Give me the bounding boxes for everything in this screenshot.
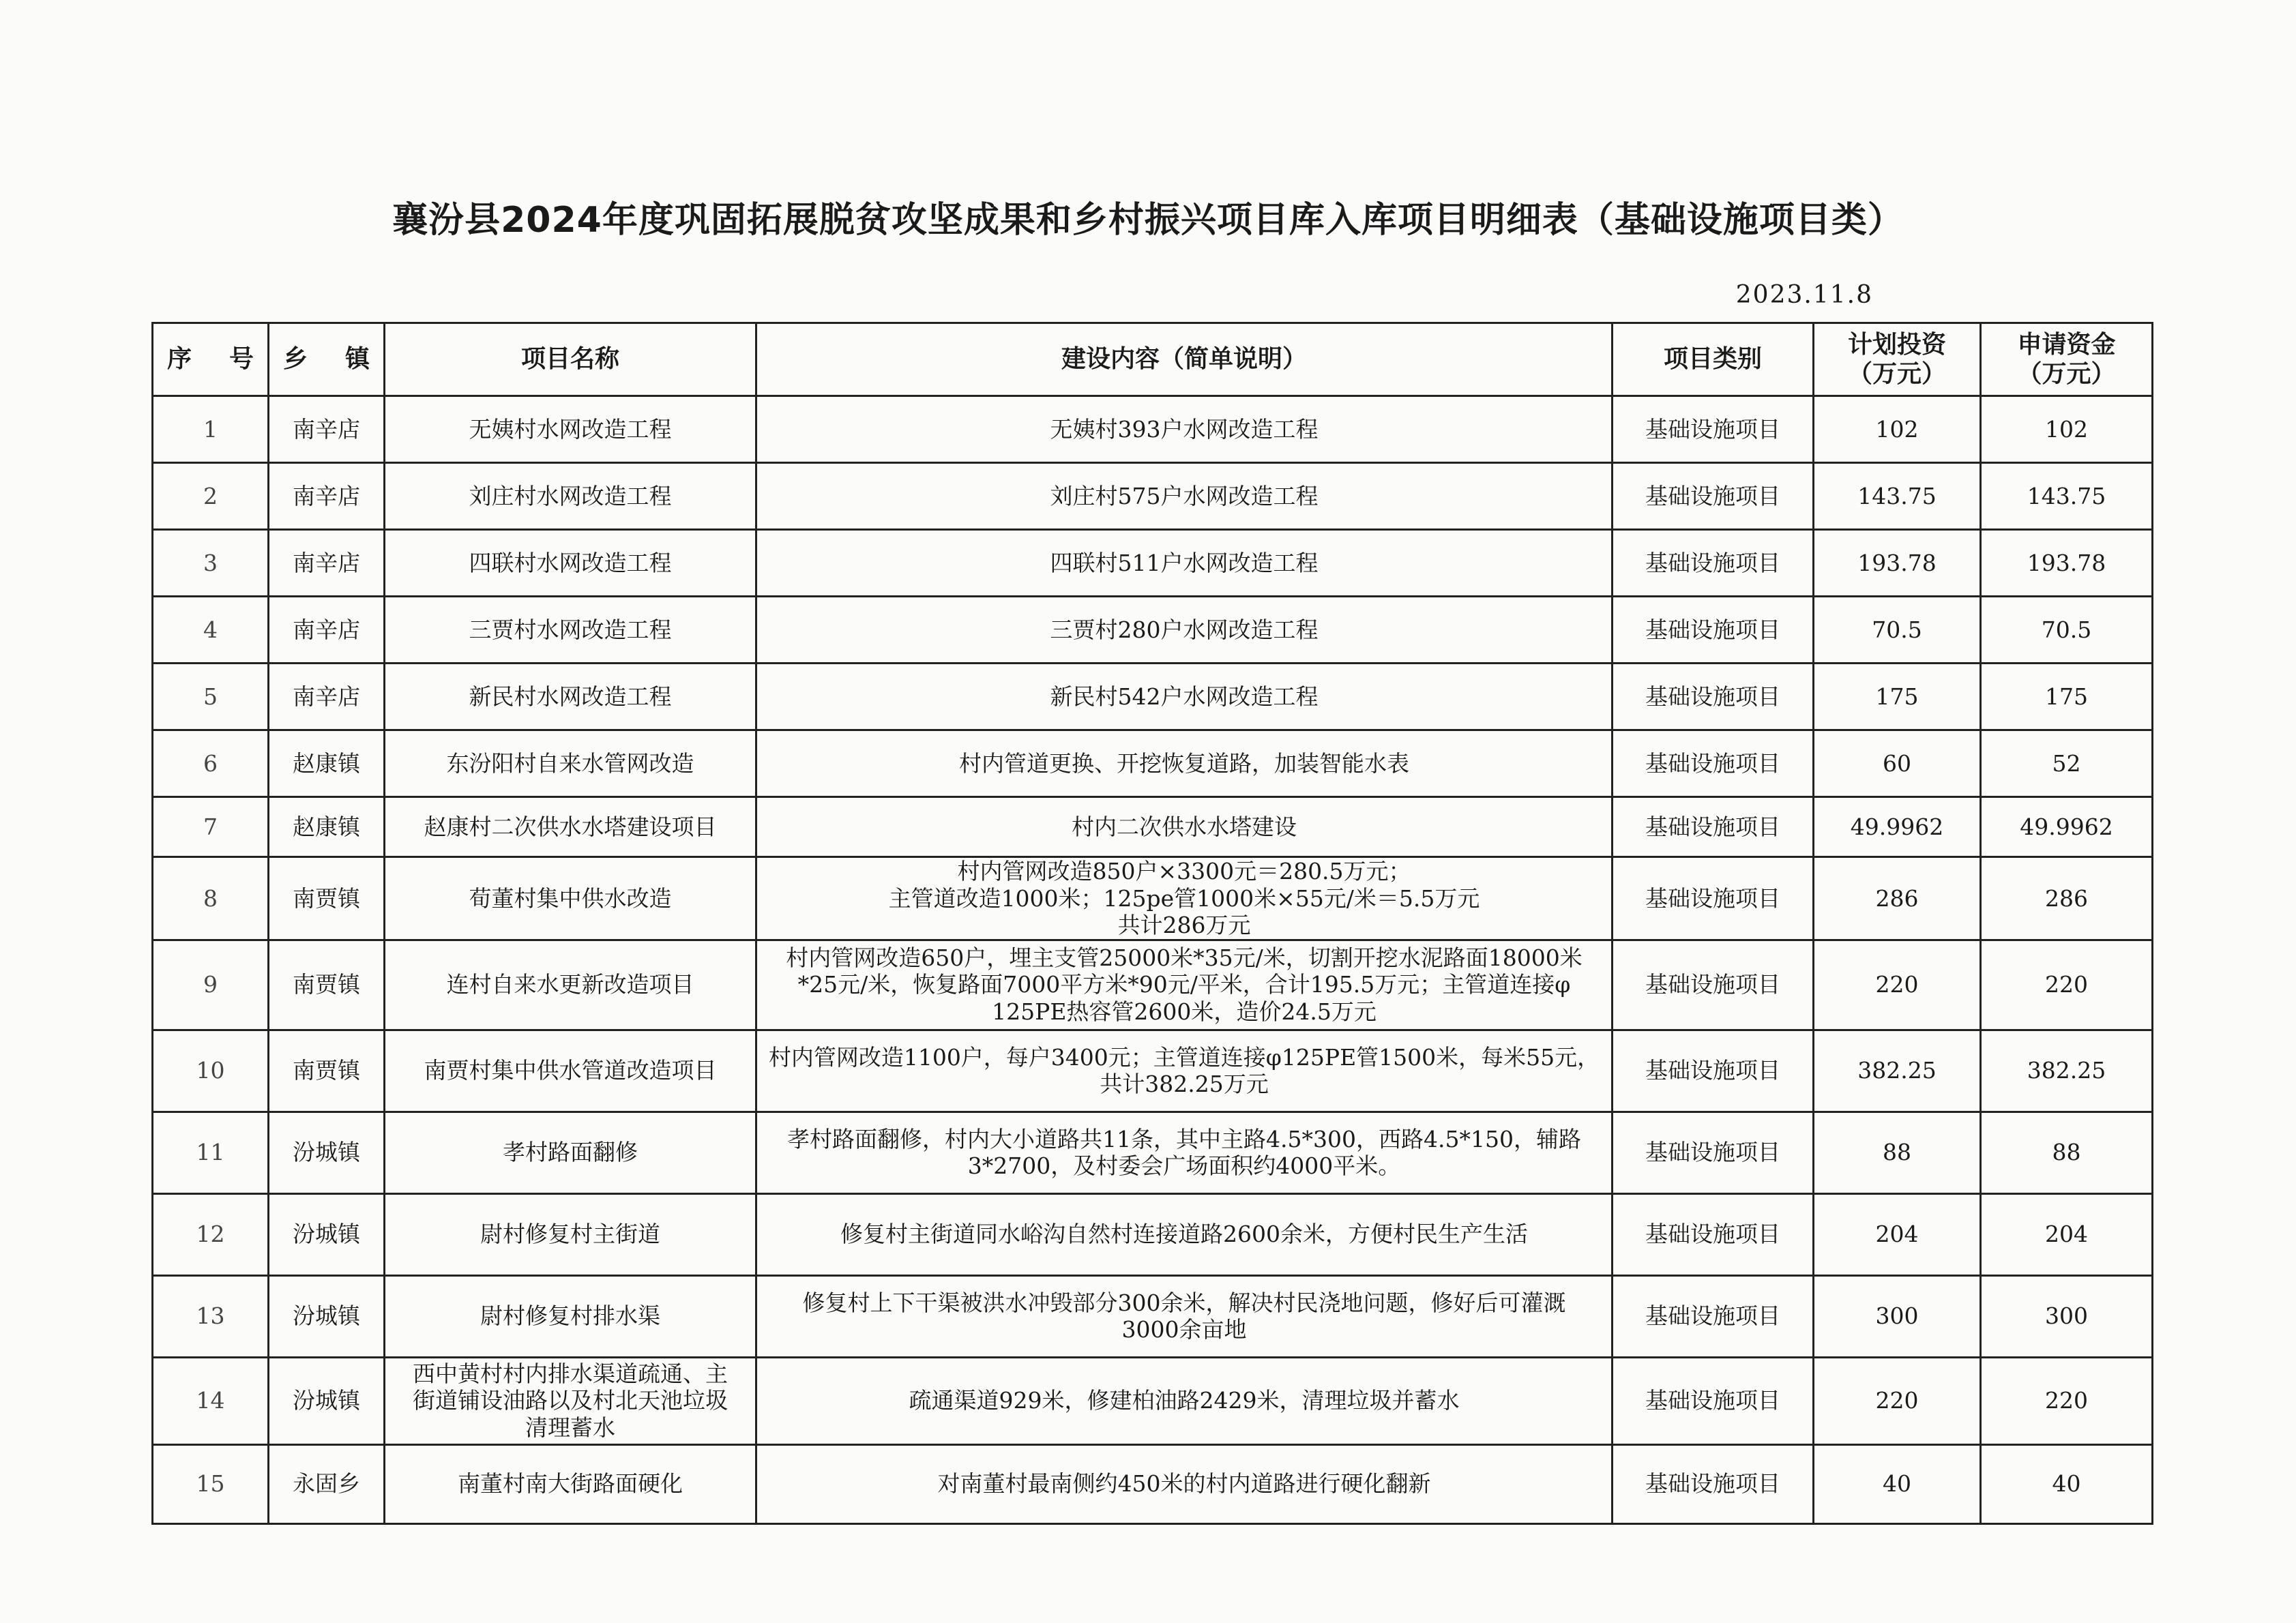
table-row (153, 396, 2153, 463)
cell-content: 修复村主街道同水峪沟自然村连接道路2600余米，方便村民生产生活 (756, 1193, 1613, 1275)
cell-project-name: 孝村路面翻修 (385, 1112, 756, 1193)
cell-content-line: 3*2700，及村委会广场面积约4000平米。 (967, 1152, 1401, 1180)
cell-town: 南辛店 (269, 597, 385, 664)
cell-town: 赵康镇 (269, 797, 385, 857)
cell-town: 汾城镇 (269, 1275, 385, 1357)
cell-project-name: 新民村水网改造工程 (385, 664, 756, 730)
table-row (153, 1112, 2153, 1193)
cell-category: 基础设施项目 (1613, 1275, 1814, 1357)
cell-category: 基础设施项目 (1613, 1030, 1814, 1112)
header-planned-line-2: （万元） (1847, 360, 1946, 388)
table-row (153, 597, 2153, 664)
cell-town: 汾城镇 (269, 1357, 385, 1444)
cell-applied: 193.78 (1981, 530, 2153, 597)
cell-project-name: 尉村修复村排水渠 (385, 1275, 756, 1357)
table-row (153, 730, 2153, 797)
cell-planned: 143.75 (1814, 463, 1981, 530)
cell-applied: 286 (1981, 857, 2153, 940)
cell-applied: 204 (1981, 1193, 2153, 1275)
cell-content: 新民村542户水网改造工程 (756, 664, 1613, 730)
cell-town: 汾城镇 (269, 1112, 385, 1193)
header-town-char-2: 镇 (344, 345, 370, 374)
header-category: 项目类别 (1613, 323, 1814, 396)
cell-category: 基础设施项目 (1613, 1444, 1814, 1523)
table-row (153, 797, 2153, 857)
cell-seq: 6 (153, 730, 269, 797)
cell-planned: 175 (1814, 664, 1981, 730)
cell-applied: 102 (1981, 396, 2153, 463)
cell-content-line: 共计382.25万元 (1100, 1071, 1269, 1098)
cell-project-name: 荀董村集中供水改造 (385, 857, 756, 940)
table-row (153, 940, 2153, 1030)
cell-content: 疏通渠道929米，修建柏油路2429米，清理垃圾并蓄水 (756, 1357, 1613, 1444)
cell-project-name: 无姨村水网改造工程 (385, 396, 756, 463)
cell-planned: 382.25 (1814, 1030, 1981, 1112)
cell-planned: 204 (1814, 1193, 1981, 1275)
cell-category: 基础设施项目 (1613, 857, 1814, 940)
table-row (153, 530, 2153, 597)
cell-town: 南贾镇 (269, 1030, 385, 1112)
cell-content-line: 孝村路面翻修，村内大小道路共11条，其中主路4.5*300，西路4.5*150，辅路 (787, 1125, 1581, 1152)
cell-project-name (385, 1357, 756, 1444)
cell-category: 基础设施项目 (1613, 1357, 1814, 1444)
cell-seq: 15 (153, 1444, 269, 1523)
cell-town: 南贾镇 (269, 857, 385, 940)
header-project-name: 项目名称 (385, 323, 756, 396)
cell-project-name: 东汾阳村自来水管网改造 (385, 730, 756, 797)
cell-project-name: 南董村南大街路面硬化 (385, 1444, 756, 1523)
header-applied-funds (1981, 323, 2153, 396)
cell-seq: 7 (153, 797, 269, 857)
cell-town: 汾城镇 (269, 1193, 385, 1275)
header-town-char-1: 乡 (283, 345, 308, 374)
cell-content-line: 修复村上下干渠被洪水冲毁部分300余米，解决村民浇地问题，修好后可灌溉 (802, 1289, 1566, 1316)
cell-planned: 49.9962 (1814, 797, 1981, 857)
cell-planned: 70.5 (1814, 597, 1981, 664)
cell-seq: 14 (153, 1357, 269, 1444)
cell-applied: 40 (1981, 1444, 2153, 1523)
cell-planned: 102 (1814, 396, 1981, 463)
cell-seq: 9 (153, 940, 269, 1030)
table-row (153, 857, 2153, 940)
header-planned-investment (1814, 323, 1981, 396)
header-seq-char-1: 序 (167, 345, 192, 374)
cell-seq: 2 (153, 463, 269, 530)
cell-seq: 10 (153, 1030, 269, 1112)
cell-category: 基础设施项目 (1613, 797, 1814, 857)
cell-content: 对南董村最南侧约450米的村内道路进行硬化翻新 (756, 1444, 1613, 1523)
cell-project-name: 三贾村水网改造工程 (385, 597, 756, 664)
cell-content-line: 主管道改造1000米；125pe管1000米×55元/米＝5.5万元 (888, 884, 1480, 912)
table-row (153, 1030, 2153, 1112)
cell-applied: 300 (1981, 1275, 2153, 1357)
cell-content: 四联村511户水网改造工程 (756, 530, 1613, 597)
header-applied-line-1: 申请资金 (2017, 330, 2116, 359)
table-row (153, 1275, 2153, 1357)
cell-category: 基础设施项目 (1613, 463, 1814, 530)
cell-content (756, 1030, 1613, 1112)
cell-seq: 5 (153, 664, 269, 730)
cell-seq: 11 (153, 1112, 269, 1193)
cell-seq: 8 (153, 857, 269, 940)
table-body (153, 396, 2153, 1524)
cell-applied: 52 (1981, 730, 2153, 797)
table-row (153, 463, 2153, 530)
cell-project-name: 连村自来水更新改造项目 (385, 940, 756, 1030)
cell-applied: 382.25 (1981, 1030, 2153, 1112)
table-row (153, 1444, 2153, 1523)
cell-content: 无姨村393户水网改造工程 (756, 396, 1613, 463)
cell-category: 基础设施项目 (1613, 396, 1814, 463)
cell-town: 南辛店 (269, 396, 385, 463)
cell-category: 基础设施项目 (1613, 1112, 1814, 1193)
cell-content (756, 940, 1613, 1030)
project-table (151, 322, 2153, 1525)
cell-applied: 220 (1981, 940, 2153, 1030)
cell-planned: 220 (1814, 1357, 1981, 1444)
cell-category: 基础设施项目 (1613, 597, 1814, 664)
cell-planned: 220 (1814, 940, 1981, 1030)
header-planned-line-1: 计划投资 (1847, 330, 1946, 359)
cell-seq: 3 (153, 530, 269, 597)
cell-town: 南辛店 (269, 463, 385, 530)
cell-applied: 220 (1981, 1357, 2153, 1444)
document-date: 2023.11.8 (1735, 281, 1873, 309)
header-content: 建设内容（简单说明） (756, 323, 1613, 396)
cell-applied: 143.75 (1981, 463, 2153, 530)
cell-town: 赵康镇 (269, 730, 385, 797)
cell-content: 刘庄村575户水网改造工程 (756, 463, 1613, 530)
cell-planned: 60 (1814, 730, 1981, 797)
cell-planned: 193.78 (1814, 530, 1981, 597)
cell-seq: 12 (153, 1193, 269, 1275)
cell-category: 基础设施项目 (1613, 664, 1814, 730)
cell-project-name: 南贾村集中供水管道改造项目 (385, 1030, 756, 1112)
cell-town: 永固乡 (269, 1444, 385, 1523)
cell-category: 基础设施项目 (1613, 1193, 1814, 1275)
cell-category: 基础设施项目 (1613, 530, 1814, 597)
cell-town: 南辛店 (269, 530, 385, 597)
cell-town: 南辛店 (269, 664, 385, 730)
cell-project-name: 四联村水网改造工程 (385, 530, 756, 597)
header-town (269, 323, 385, 396)
cell-project-name: 尉村修复村主街道 (385, 1193, 756, 1275)
cell-content: 村内管道更换、开挖恢复道路，加装智能水表 (756, 730, 1613, 797)
header-row (153, 323, 2153, 396)
cell-category: 基础设施项目 (1613, 730, 1814, 797)
cell-project-name-line: 街道铺设油路以及村北天池垃圾 (413, 1387, 728, 1414)
document-title: 襄汾县2024年度巩固拓展脱贫攻坚成果和乡村振兴项目库入库项目明细表（基础设施项目类） (392, 200, 1904, 241)
cell-content-line: 共计286万元 (1117, 912, 1251, 939)
cell-seq: 1 (153, 396, 269, 463)
cell-planned: 300 (1814, 1275, 1981, 1357)
cell-planned: 286 (1814, 857, 1981, 940)
header-seq-char-2: 号 (229, 345, 254, 374)
header-seq (153, 323, 269, 396)
cell-content: 三贾村280户水网改造工程 (756, 597, 1613, 664)
cell-project-name-line: 清理蓄水 (525, 1414, 615, 1442)
cell-content (756, 1112, 1613, 1193)
cell-content (756, 857, 1613, 940)
cell-planned: 40 (1814, 1444, 1981, 1523)
cell-planned: 88 (1814, 1112, 1981, 1193)
table-row (153, 664, 2153, 730)
cell-project-name-line: 西中黄村村内排水渠道疏通、主 (413, 1360, 728, 1387)
cell-project-name: 刘庄村水网改造工程 (385, 463, 756, 530)
cell-content-line: 3000余亩地 (1121, 1316, 1247, 1343)
cell-content-line: 村内管网改造1100户，每户3400元；主管道连接φ125PE管1500米，每米55元， (768, 1043, 1600, 1071)
cell-content-line: 村内管网改造850户×3300元＝280.5万元； (957, 858, 1411, 884)
cell-content (756, 1275, 1613, 1357)
cell-applied: 70.5 (1981, 597, 2153, 664)
cell-content-line: *25元/米，恢复路面7000平方米*90元/平米，合计195.5万元；主管道连接φ (797, 971, 1571, 998)
cell-category: 基础设施项目 (1613, 940, 1814, 1030)
cell-content-line: 125PE热容管2600米，造价24.5万元 (992, 998, 1377, 1026)
cell-town: 南贾镇 (269, 940, 385, 1030)
cell-content: 村内二次供水水塔建设 (756, 797, 1613, 857)
cell-applied: 88 (1981, 1112, 2153, 1193)
cell-applied: 49.9962 (1981, 797, 2153, 857)
cell-content-line: 村内管网改造650户，埋主支管25000米*35元/米，切割开挖水泥路面18000米 (786, 944, 1583, 971)
table-row (153, 1357, 2153, 1444)
cell-applied: 175 (1981, 664, 2153, 730)
table-row (153, 1193, 2153, 1275)
header-applied-line-2: （万元） (2017, 360, 2116, 388)
cell-seq: 13 (153, 1275, 269, 1357)
cell-project-name: 赵康村二次供水水塔建设项目 (385, 797, 756, 857)
cell-seq: 4 (153, 597, 269, 664)
